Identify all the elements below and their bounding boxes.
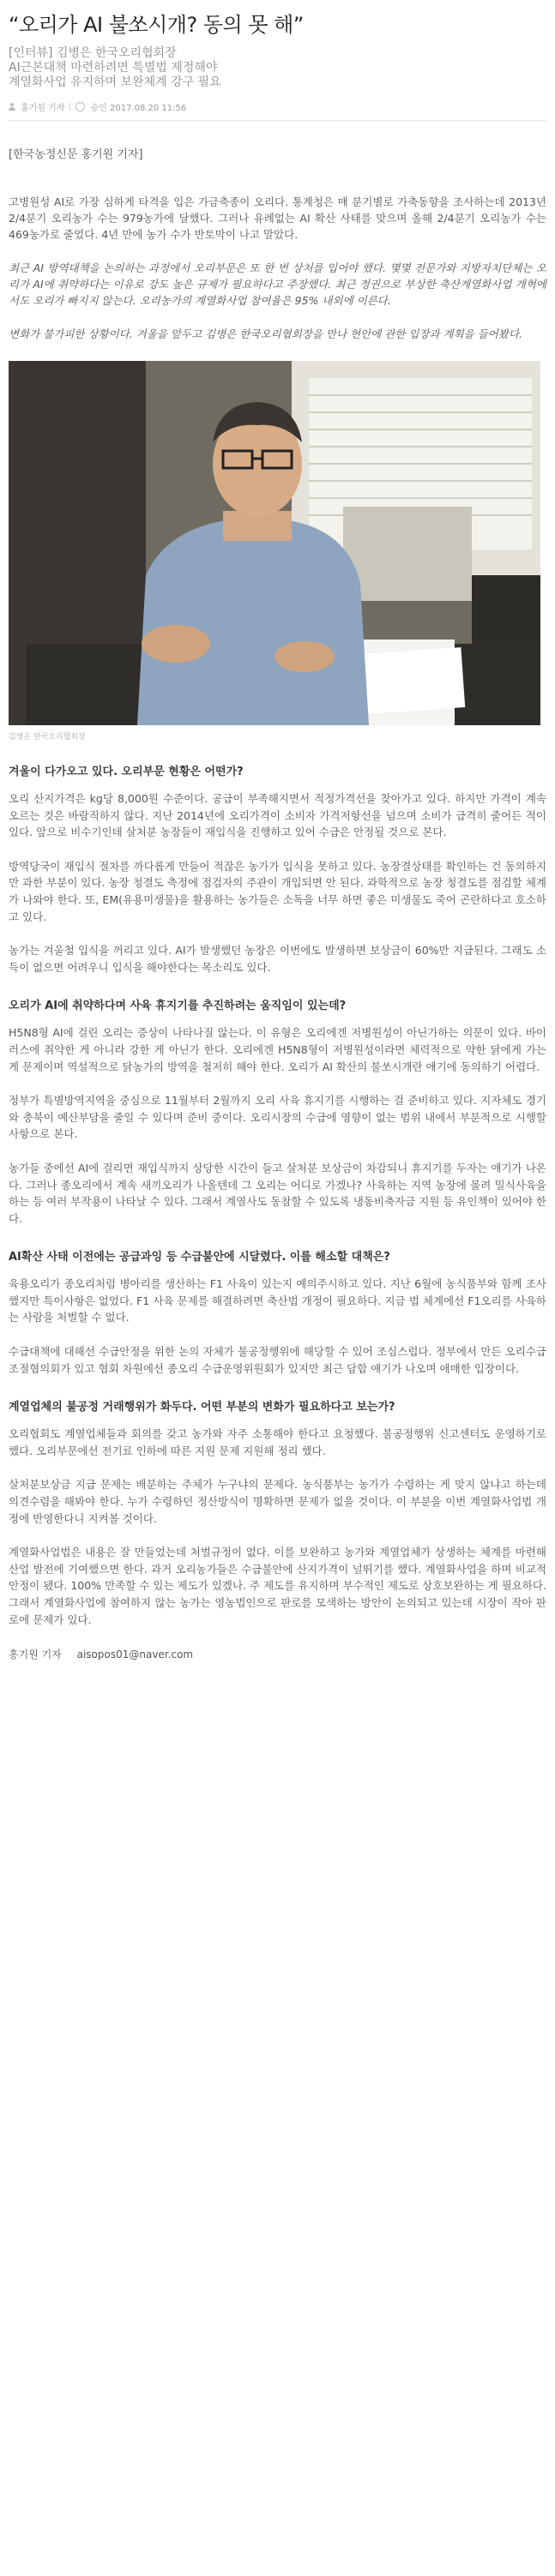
answer-paragraph: 계열화사업법은 내용은 잘 만들었는데 처벌규정이 없다. 이를 보완하고 농가와 계열업체가 상생하는 체계를 마련해 산업 발전에 기여했으면 한다. 과거 오리농가들은 수급불안에 산지가격이 널뛰기를 했다. 계열화사업을 하며 비교적 안정이 됐다. 100% 만족할 수 있는 제도가 있겠나. 주 제도를 유지하며 부수적인 제도로 상호보완하는 게 필요하다. 그래서 계열화사업에 참여하지 않는 농가는 영농법인으로 판로를 모색하는 방안이 논의되고 있는데 시장이 작아 판로에 문제가 있다. (9, 1546, 546, 1626)
lead-paragraph: 최근 AI 방역대책을 논의하는 과정에서 오리부문은 또 한 번 상처를 입어야 했다. 몇몇 전문가와 지방자치단체는 오리가 AI에 취약하다는 이유로 강도 높은 규제가 필요하다고 주장했다. 최근 정권으로 부상한 축산계열화사업 개혁에서도 오리가 빠지지 않는다. 오리농가의 계열화사업 참여율은 95% 내외에 이른다. (9, 261, 546, 307)
answer-paragraph: 방역당국이 재입식 절차를 까다롭게 만들어 적잖은 농가가 입식을 못하고 있다. 농장결상태를 확인하는 건 동의하지만 과한 부분이 있다. 농장 청결도 측정에 점검자의 주관이 개입되면 안 된다. 과학적으로 농장 청결도를 점검할 체계가 나와야 한다. 또, EM(유용미생물)을 활용하는 농가들은 소독을 너무 하면 좋은 미생물도 죽어 곤란하다고 호소하고 있다. (9, 859, 546, 923)
qa-section-2 (9, 998, 546, 1227)
answer-paragraph: 오리협회도 계열업체들과 회의를 갖고 농가와 자주 소통해야 한다고 요청했다. 불공정행위 신고센터도 운영하기로 했다. 오리부문에선 전기료 인하에 따른 지원 문제 지원해 정리 했다. (9, 1427, 546, 1457)
answer-paragraph: 수급대책에 대해선 수급안정을 위한 논의 자체가 불공정행위에 해당할 수 있어 조심스럽다. 정부에서 만든 오리수급조절협의회가 있고 협회 차원에선 종오리 수급운영위원회가 있지만 최근 담합 얘기가 나오며 애매한 입장이다. (9, 1345, 546, 1375)
answer-paragraph: 육용오리가 종오리처럼 병아리를 생산하는 F1 사육이 있는지 예의주시하고 있다. 지난 6월에 농식품부와 함께 조사했지만 특이사항은 없었다. F1 사육 문제를 해결하려면 축산법 개정이 필요하다. 지금 법 체계에선 F1오리를 사육하는 사람을 처벌할 수 없다. (9, 1277, 546, 1324)
subtitle-line: 계열화사업 유지하며 보완체계 강구 필요 (9, 75, 221, 89)
question: 오리가 AI에 취약하다며 사육 휴지기를 추진하려는 움직임이 있는데? (9, 1000, 347, 1013)
qa-section-4 (9, 1399, 546, 1628)
qa-section-1 (9, 764, 546, 976)
author-name[interactable]: 홍기원 기자 (21, 104, 65, 113)
answer-paragraph: 농가들 중에선 AI에 걸리면 재입식까지 상당한 시간이 들고 살처분 보상금이 차감되니 휴지기를 두자는 얘기가 나온다. 그러나 종오리에서 계속 새끼오리가 나올텐데 그 오리는 어디로 가겠나? 사육하는 지역 농장에 몰려 밀식사육을 하는 등 여러 부작용이 나타날 수 있다. 그래서 계열사도 동참할 수 있도록 냉동비축자금 지원 등 유인책이 있어야 한다. (9, 1161, 546, 1225)
article-footer (9, 1647, 546, 1661)
footer-email[interactable]: aisopos01@naver.com (76, 1648, 194, 1661)
lead-paragraph: 변화가 불가피한 상황이다. 겨울을 앞두고 김병은 한국오리협회장을 만나 현안에 관한 입장과 계획을 들어봤다. (9, 327, 523, 340)
article-subtitle (9, 46, 546, 90)
author-icon (9, 103, 15, 111)
lead-section (9, 194, 546, 342)
question: 겨울이 다가오고 있다. 오리부문 현황은 어떤가? (9, 766, 244, 778)
lead-paragraph: 고병원성 AI로 가장 심하게 타격을 입은 가금축종이 오리다. 통계청은 매 분기별로 가축동향을 조사하는데 2013년 2/4분기 오리농가 수는 979농가에 달했다. 그러나 유례없는 AI 확산 사태를 맞으며 올해 2/4분기 오리농가 수는 469농가로 줄었다. 4년 만에 농가 수가 반토막이 나고 말았다. (9, 195, 546, 241)
article-title: “오리가 AI 불쏘시개? 동의 못 해” (9, 13, 304, 37)
photo-caption: 김병은 한국오리협회장 (9, 733, 86, 742)
answer-paragraph: 살처분보상금 지급 문제는 배분하는 주체가 누구냐의 문제다. 농식품부는 농가가 수령하는 게 맞지 않냐고 하는데 의견수렴을 해봐야 한다. 누가 수령하던 정산방식이 명확하면 문제가 없을 것이다. 이 부분을 이번 계열화사업법 개정에 반영한다니 지켜볼 것이다. (9, 1478, 546, 1525)
meta-divider (69, 103, 70, 111)
answer-paragraph: 오리 산지가격은 kg당 8,000원 수준이다. 공급이 부족해지면서 적정가격선을 찾아가고 있다. 하지만 가격이 계속 오르는 것은 바람직하지 않다. 지난 2014년에 오리가격이 소비자 가격저항선을 넘으며 소비가 급격히 줄어든 적이 있다. 앞으로 비수기인데 살처분 농장들이 재입식을 진행하고 있어 수급은 안정될 것으로 본다. (9, 792, 546, 839)
article-meta (9, 100, 546, 121)
question: AI확산 사태 이전에는 공급과잉 등 수급불안에 시달렸다. 이를 해소할 대책은? (9, 1251, 390, 1264)
photo-illustration (9, 361, 540, 725)
question: 계열업체의 불공정 거래행위가 화두다. 어떤 부분의 변화가 필요하다고 보는가? (9, 1401, 395, 1414)
clock-icon (75, 102, 85, 111)
answer-paragraph: 정부가 특별방역지역을 중심으로 11월부터 2월까지 오리 사육 휴지기를 시행하는 걸 준비하고 있다. 지자체도 경기와 충북이 예산부담을 줄일 수 있다며 준비 중이다. 오리시장의 수급에 영향이 없는 범위 내에서 부분적으로 시행할 사항으로 본다. (9, 1094, 546, 1141)
subtitle-line: [인터뷰] 김병은 한국오리협회장 (9, 46, 177, 60)
answer-paragraph: 농가는 겨울철 입식을 꺼리고 있다. AI가 발생했던 농장은 이번에도 발생하면 보상금이 60%만 지급된다. 그래도 소득이 없으면 어려우니 입식을 해야한다는 목소리도 있다. (9, 944, 546, 974)
qa-section-3 (9, 1249, 546, 1377)
interview-photo[interactable] (9, 361, 540, 725)
published-date: 승인 2017.08.20 11:56 (90, 104, 187, 113)
footer-author: 홍기원 기자 (9, 1648, 62, 1661)
byline: [한국농정신문 홍기원 기자] (9, 148, 143, 161)
subtitle-line: AI근본대책 마련하려면 특별법 제정해야 (9, 61, 218, 75)
answer-paragraph: H5N8형 AI에 걸린 오리는 증상이 나타나질 않는다. 이 유형은 오리에겐 저병원성이 아닌가하는 의문이 있다. 바이러스에 취약한 게 아니라 강한 게 아닌가 한다. 오리에겐 H5N8형이 저병원성이라면 체력적으로 약한 닭에게 가는 게 문제이며 역설적으로 닭농가의 방역을 철저히 해야 한다. 오리가 AI 확산의 불쏘시개란 얘기에 동의하기 어렵다. (9, 1026, 546, 1073)
article-figure (9, 361, 546, 742)
